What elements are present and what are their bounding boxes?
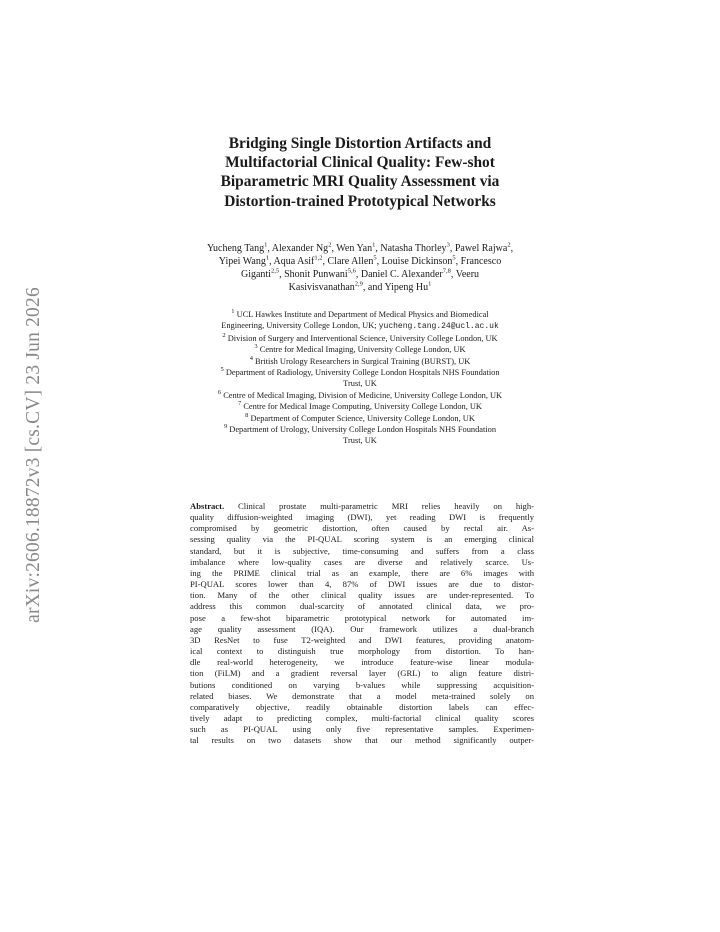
author-line bbox=[140, 242, 580, 255]
abstract-text: tively adapt to predicting complex, multi-factorial clinical quality scores bbox=[190, 712, 534, 723]
abstract-line bbox=[190, 523, 534, 534]
text-segment: Yucheng Tang bbox=[206, 243, 265, 254]
affiliation-marker: 2 bbox=[328, 241, 332, 249]
text-segment: , Francesco bbox=[455, 256, 502, 267]
text-segment: Division of Surgery and Interventional Science, University College London, UK bbox=[225, 333, 498, 343]
abstract-text: pose a few-shot biparametric prototypical network for automated im- bbox=[190, 612, 534, 623]
title-line: Bridging Single Distortion Artifacts and bbox=[228, 135, 492, 152]
text-segment: Centre of Medical Imaging, Division of Medicine, University College London, UK bbox=[221, 390, 503, 400]
abstract-line bbox=[190, 534, 534, 545]
title-line: Multifactorial Clinical Quality: Few-shot bbox=[225, 154, 495, 172]
text-segment: , Wen Yan bbox=[331, 243, 373, 254]
affiliation-marker: 2 bbox=[222, 332, 226, 340]
author-line bbox=[140, 281, 580, 294]
affiliation-marker: 7 bbox=[238, 400, 242, 408]
abstract-text: quality diffusion-weighted imaging (DWI), yet reading DWI is frequently bbox=[190, 512, 534, 523]
abstract-line bbox=[190, 501, 534, 512]
affiliation-marker: 3 bbox=[254, 343, 258, 351]
title-line: Distortion-trained Prototypical Networks bbox=[224, 192, 496, 210]
abstract-line bbox=[190, 590, 534, 601]
text-segment: , Shonit Punwani bbox=[279, 269, 348, 280]
affiliation-line bbox=[140, 390, 580, 401]
abstract-text: such as PI-QUAL using only five representative samples. Experimen- bbox=[190, 724, 534, 735]
abstract-line bbox=[190, 668, 534, 679]
text-segment: , and Yipeng Hu bbox=[362, 282, 429, 293]
affiliation-marker: 5 bbox=[452, 254, 456, 262]
affiliation-marker: 2,9 bbox=[354, 280, 363, 288]
affiliation-line bbox=[140, 435, 580, 446]
text-segment: , Daniel C. Alexander bbox=[355, 269, 443, 280]
abstract-text: tion (FiLM) and a gradient reversal layer (GRL) to align feature distri- bbox=[190, 668, 534, 679]
affiliation-line bbox=[140, 356, 580, 367]
abstract-line bbox=[190, 657, 534, 668]
text-segment: , bbox=[510, 243, 514, 254]
affiliation-marker: 6 bbox=[217, 389, 222, 397]
abstract-line bbox=[190, 546, 534, 557]
affiliation-marker: 5,6 bbox=[347, 267, 356, 275]
abstract-line bbox=[190, 568, 534, 579]
text-segment: , Alexander Ng bbox=[267, 243, 329, 254]
text-segment: Kasivisvanathan bbox=[288, 282, 355, 293]
text-segment: Centre for Medical Image Computing, University College London, UK bbox=[241, 402, 482, 412]
affiliation-marker: 1,2 bbox=[314, 254, 323, 262]
arxiv-id-text: arXiv:2606.18872v3 [cs.CV] 23 Jun 2026 bbox=[23, 287, 44, 623]
abstract-line bbox=[190, 512, 534, 523]
affiliation-marker: 2 bbox=[507, 241, 511, 249]
email-address: yucheng.tang.24@ucl.ac.uk bbox=[378, 322, 499, 332]
abstract-line bbox=[190, 613, 534, 624]
affiliation-marker: 8 bbox=[245, 411, 249, 419]
abstract-line bbox=[190, 702, 534, 713]
abstract-text: compromised by geometric distortion, often caused by rectal air. As- bbox=[190, 523, 534, 534]
affiliation-marker: 1 bbox=[265, 254, 270, 262]
affiliation-marker: 2,5 bbox=[270, 267, 280, 275]
text-segment: Giganti bbox=[240, 269, 271, 280]
abstract-text: PI-QUAL scores lower than 4, 87% of DWI issues are due to distor- bbox=[190, 579, 534, 590]
text-segment: Engineering, University College London, UK; bbox=[221, 321, 379, 331]
affiliation-line bbox=[140, 344, 580, 355]
abstract-text: imbalance where low-quality cases are diverse and relatively scarce. Us- bbox=[190, 556, 534, 567]
affiliation-line bbox=[140, 413, 580, 424]
title-line: Biparametric MRI Quality Assessment via bbox=[220, 173, 500, 191]
affiliation-line bbox=[140, 424, 580, 435]
abstract-label: Abstract. bbox=[190, 501, 225, 511]
text-segment: , Clare Allen bbox=[322, 256, 374, 267]
affiliation-line bbox=[140, 320, 580, 332]
text-segment: , Aqua Asif bbox=[269, 256, 315, 267]
text-segment: UCL Hawkes Institute and Department of Medical Physics and Biomedical bbox=[234, 310, 489, 319]
abstract-line bbox=[190, 635, 534, 646]
text-segment: , Natasha Thorley bbox=[375, 243, 447, 254]
affiliation-marker: 5 bbox=[220, 366, 224, 374]
abstract-text: standard, but it is subjective, time-consuming and suffers from a class bbox=[190, 545, 534, 556]
affiliation-line bbox=[140, 333, 580, 344]
abstract-text: comparatively objective, readily obtainable distortion labels can effec- bbox=[190, 701, 534, 712]
abstract-line bbox=[190, 579, 534, 590]
affiliation-marker: 1 bbox=[231, 308, 235, 316]
abstract-text: sessing quality via the PI-QUAL scoring system is an emerging clinical bbox=[190, 534, 534, 545]
affiliation-marker: 1 bbox=[372, 241, 376, 249]
affiliation-marker: 9 bbox=[223, 423, 228, 431]
abstract-line bbox=[190, 557, 534, 568]
abstract-section bbox=[190, 501, 534, 746]
author-line bbox=[140, 268, 580, 281]
affiliation-line bbox=[140, 401, 580, 412]
affiliation-marker: 3 bbox=[446, 241, 450, 249]
abstract-line bbox=[190, 713, 534, 724]
affiliation-line bbox=[140, 367, 580, 378]
affiliation-marker: 1 bbox=[428, 280, 432, 288]
abstract-text: tion. Many of the other clinical quality issues are under-represented. To bbox=[190, 590, 534, 601]
text-segment: , Louise Dickinson bbox=[376, 256, 453, 267]
abstract-text: address this common dual-scarcity of annotated clinical data, we pro- bbox=[190, 601, 534, 612]
text-segment: Yipei Wang bbox=[218, 256, 266, 267]
abstract-line bbox=[190, 646, 534, 657]
abstract-text: butions conditioned on varying b-values while suppressing acquisition- bbox=[190, 679, 534, 690]
paper-title bbox=[150, 134, 570, 211]
abstract-text: 3D ResNet to fuse T2-weighted and DWI features, providing anatom- bbox=[190, 634, 534, 645]
abstract-text: age quality assessment (IQA). Our framework utilizes a dual-branch bbox=[190, 623, 534, 634]
affiliation-marker: 7,8 bbox=[442, 267, 451, 275]
abstract-line bbox=[190, 624, 534, 635]
abstract-text: dle real-world heterogeneity, we introduce feature-wise linear modula- bbox=[190, 657, 534, 668]
abstract-line bbox=[190, 691, 534, 702]
author-list bbox=[140, 242, 580, 294]
abstract-line bbox=[190, 724, 534, 735]
affiliation-marker: 5 bbox=[373, 254, 377, 262]
text-segment: Department of Urology, University College London Hospitals NHS Foundation bbox=[227, 425, 497, 435]
affiliation-list bbox=[140, 309, 580, 447]
abstract-text: ical context to distinguish true morphology from distortion. To han- bbox=[190, 646, 534, 657]
arxiv-identifier-stamp bbox=[14, 260, 54, 650]
text-segment: Department of Computer Science, University College London, UK bbox=[248, 413, 475, 423]
abstract-text: tal results on two datasets show that our method significantly outper- bbox=[190, 735, 534, 746]
text-segment: , Pawel Rajwa bbox=[449, 243, 508, 254]
text-segment: Department of Radiology, University College London Hospitals NHS Foundation bbox=[223, 368, 500, 378]
affiliation-line bbox=[140, 309, 580, 320]
abstract-text: Clinical prostate multi-parametric MRI relies heavily on high- bbox=[238, 501, 534, 511]
text-segment: Trust, UK bbox=[343, 379, 377, 389]
author-line bbox=[140, 255, 580, 268]
abstract-line bbox=[190, 680, 534, 691]
affiliation-marker: 4 bbox=[249, 354, 253, 362]
text-segment: Trust, UK bbox=[343, 436, 377, 446]
abstract-text: ing the PRIME clinical trial as an example, there are 6% images with bbox=[190, 567, 534, 578]
text-segment: , Veeru bbox=[450, 269, 480, 280]
affiliation-line bbox=[140, 378, 580, 389]
text-segment: Centre for Medical Imaging, University College London, UK bbox=[257, 345, 466, 355]
abstract-line bbox=[190, 735, 534, 746]
text-segment: British Urology Researchers in Surgical Training (BURST), UK bbox=[252, 356, 471, 366]
abstract-text: related biases. We demonstrate that a model meta-trained solely on bbox=[190, 690, 534, 701]
abstract-line bbox=[190, 601, 534, 612]
affiliation-marker: 1 bbox=[264, 241, 268, 249]
